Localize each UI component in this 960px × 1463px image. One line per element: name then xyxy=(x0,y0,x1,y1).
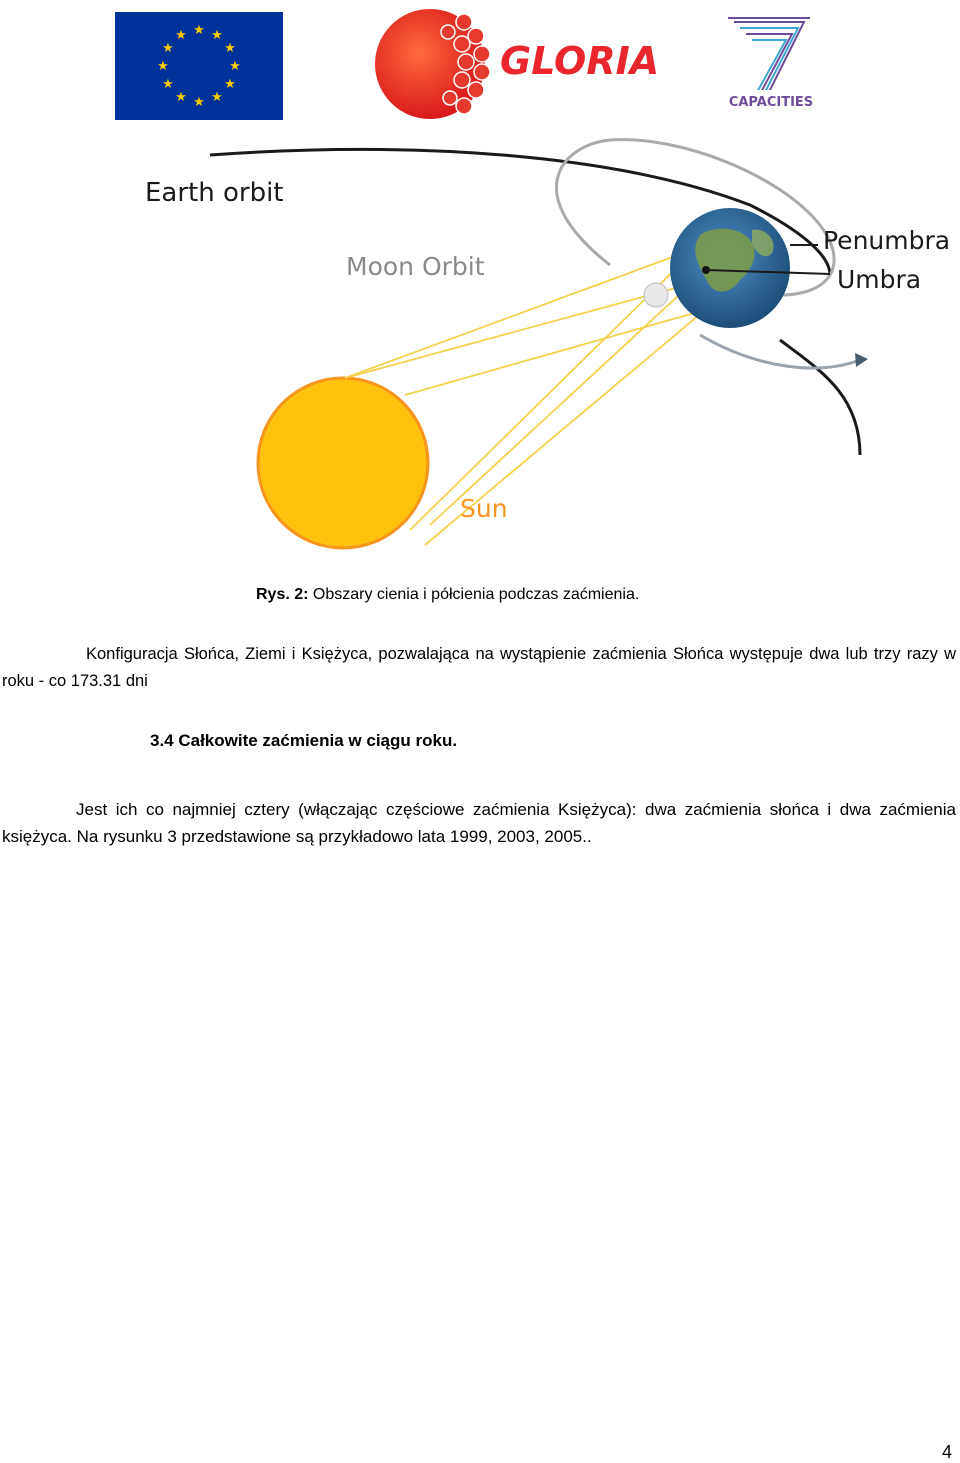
eclipse-diagram xyxy=(140,135,960,565)
orbit-arrowhead-icon xyxy=(855,353,868,367)
svg-text:★: ★ xyxy=(229,59,241,74)
svg-text:★: ★ xyxy=(175,90,187,105)
penumbra-label: Penumbra xyxy=(823,226,951,255)
gloria-wordmark: GLORIA xyxy=(500,39,660,83)
gloria-logo xyxy=(372,2,660,122)
svg-text:★: ★ xyxy=(162,41,174,56)
svg-text:★: ★ xyxy=(211,90,223,105)
svg-text:★: ★ xyxy=(157,59,169,74)
svg-text:★: ★ xyxy=(193,23,205,38)
caption-label: Rys. 2: xyxy=(256,586,309,603)
caption-text: Obszary cienia i półcienia podczas zaćmienia. xyxy=(308,586,640,603)
moon-orbit-arrow-path xyxy=(700,335,860,368)
capacities-text: CAPACITIES xyxy=(728,95,814,110)
svg-text:★: ★ xyxy=(224,77,236,92)
svg-text:★: ★ xyxy=(211,28,223,43)
orbit-arrow-path xyxy=(780,340,860,455)
sun-shape xyxy=(258,378,428,548)
earth-orbit-label: Earth orbit xyxy=(145,178,284,208)
moon-shape xyxy=(644,283,668,307)
moon-orbit-label: Moon Orbit xyxy=(346,252,485,281)
paragraph-eclipse-frequency: Konfiguracja Słońca, Ziemi i Księżyca, pozwalająca na wystąpienie zaćmienia Słońca występuje dwa lub trzy razy w roku - co 173.31 dni xyxy=(2,645,956,690)
figure-caption xyxy=(256,586,639,604)
svg-text:★: ★ xyxy=(175,28,187,43)
svg-text:★: ★ xyxy=(162,77,174,92)
umbra-label: Umbra xyxy=(837,265,922,294)
svg-text:★: ★ xyxy=(224,41,236,56)
page-number: 4 xyxy=(941,1442,952,1462)
svg-text:★: ★ xyxy=(193,95,205,110)
paragraph-eclipses-per-year: Jest ich co najmniej cztery (włączając częściowe zaćmienia Księżyca): dwa zaćmienia słońca i dwa zaćmienia księżyca. Na rysunku 3 przedstawione są przykładowo lata 1999, 2003, 2005.. xyxy=(2,800,956,846)
section-heading: 3.4 Całkowite zaćmienia w ciągu roku. xyxy=(150,731,458,750)
fp7-capacities-logo xyxy=(706,14,836,114)
sun-label: Sun xyxy=(460,494,508,523)
eu-flag-logo xyxy=(115,12,283,120)
